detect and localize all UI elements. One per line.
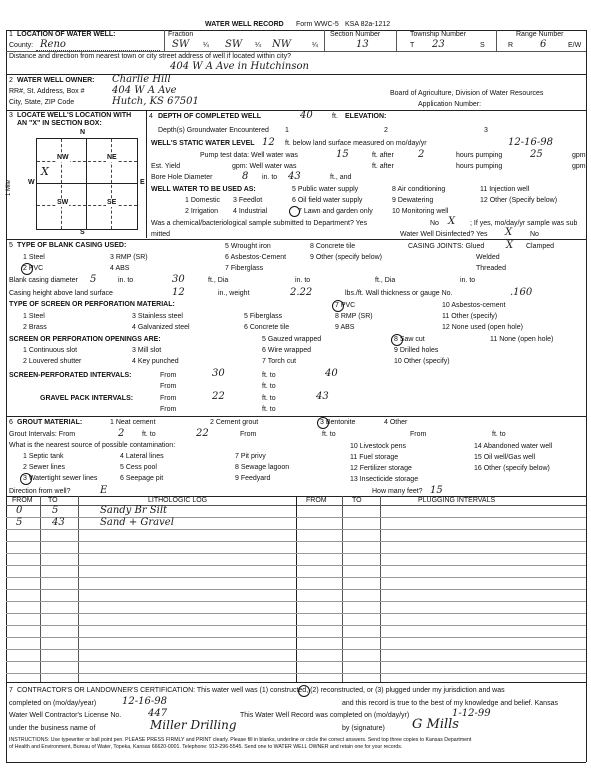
- contam-3[interactable]: 3 Watertight sewer lines: [23, 475, 98, 482]
- section-number-label: Section Number: [330, 31, 381, 38]
- contam-14[interactable]: 14 Abandoned water well: [474, 443, 553, 450]
- quad-ne: NE: [107, 154, 117, 161]
- diameter-to-value[interactable]: 30: [172, 274, 185, 285]
- grout-interval-label: Grout Intervals: From: [9, 431, 76, 438]
- casing-1[interactable]: 1 Steel: [23, 254, 45, 261]
- township-s: S: [480, 42, 485, 49]
- contam-3-circle: [20, 473, 32, 485]
- contam-label: What is the nearest source of possible contamination:: [9, 442, 176, 449]
- record-date-label: This Water Well Record was completed on (mo/day/yr): [240, 712, 410, 719]
- bore-value[interactable]: 8: [242, 171, 249, 182]
- log-row-2-desc[interactable]: Sand + Gravel: [100, 517, 174, 528]
- township-number-label: Township Number: [410, 31, 467, 38]
- threaded-label[interactable]: Threaded: [476, 265, 506, 272]
- log-row-1-desc[interactable]: Sandy Br Silt: [100, 505, 168, 516]
- screen-type-label: TYPE OF SCREEN OR PERFORATION MATERIAL:: [9, 301, 175, 308]
- disinfected-label: Water Well Disinfected? Yes: [400, 231, 488, 238]
- screen-7-circle: [332, 300, 344, 312]
- quad-se: SE: [107, 199, 117, 206]
- quarter-symbol: ¼: [312, 42, 318, 49]
- s4-num: 4: [149, 113, 153, 120]
- s2-num: 2: [9, 77, 13, 84]
- contam-15[interactable]: 15 Oil well/Gas well: [474, 454, 536, 461]
- after-label-2: ft. after: [372, 163, 394, 170]
- in-to-label-2: in. to: [118, 277, 134, 284]
- owner-value[interactable]: Charlie Hill: [112, 74, 171, 85]
- disinfected-no: No: [530, 231, 539, 238]
- signature-label: by (signature): [342, 725, 385, 732]
- fraction-q2[interactable]: SW: [225, 39, 243, 50]
- opening-4[interactable]: 4 Key punched: [132, 358, 179, 365]
- license-label: Water Well Contractor's License No.: [9, 712, 122, 719]
- gravel-to-label-2: ft. to: [262, 406, 276, 413]
- use-12[interactable]: 12 Other (Specify below): [480, 197, 558, 204]
- log-rule-line: [6, 637, 586, 638]
- opening-7[interactable]: 7 Torch cut: [262, 358, 297, 365]
- perf-label: SCREEN-PERFORATED INTERVALS:: [9, 372, 132, 379]
- business-label: under the business name of: [9, 725, 96, 732]
- completed-label: completed on (mo/day/year): [9, 700, 97, 707]
- log-rule-line: [6, 577, 586, 578]
- in-to-label-4: in. to: [460, 277, 476, 284]
- form-statute: KSA 82a-1212: [345, 21, 391, 28]
- height-label: Casing height above land surface: [9, 290, 113, 297]
- openings-label: SCREEN OR PERFORATION OPENINGS ARE:: [9, 336, 161, 343]
- howmany-value[interactable]: 15: [430, 485, 443, 496]
- perf-from-value[interactable]: 30: [212, 368, 225, 379]
- range-r: R: [508, 42, 514, 49]
- gpm-label-2: gpm: [572, 163, 586, 170]
- casing-5[interactable]: 5 Wrought iron: [225, 243, 271, 250]
- form-title: WATER WELL RECORD: [205, 21, 284, 28]
- city-label: City, State, ZIP Code: [9, 99, 75, 106]
- distance-value[interactable]: 404 W A Ave in Hutchinson: [170, 61, 309, 72]
- perf-to-label: ft. to: [262, 372, 276, 379]
- opening-10[interactable]: 10 Other (specify): [394, 358, 450, 365]
- log-rule-line: [6, 553, 586, 554]
- use-10[interactable]: 10 Monitoring well: [392, 208, 449, 215]
- s3-num: 3: [9, 112, 13, 119]
- in-to-label-3: in. to: [295, 277, 311, 284]
- contam-8[interactable]: 8 Sewage lagoon: [235, 464, 290, 471]
- contam-2[interactable]: 2 Sewer lines: [23, 464, 66, 471]
- opening-8-circle: [391, 334, 403, 346]
- contam-6[interactable]: 6 Seepage pit: [120, 475, 164, 482]
- s1-label: LOCATION OF WATER WELL:: [17, 31, 116, 38]
- chem-no-label: No: [430, 220, 439, 227]
- elevation-label: ELEVATION:: [345, 113, 387, 120]
- log-rule-line: [6, 541, 586, 542]
- constructed-circle: [298, 685, 310, 697]
- log-rule-line: [6, 529, 586, 530]
- use-2[interactable]: 2 Irrigation: [185, 208, 219, 215]
- log-row-1-to[interactable]: 5: [52, 505, 59, 516]
- compass-w: W: [28, 179, 35, 186]
- gravel-label: GRAVEL PACK INTERVALS:: [40, 395, 134, 402]
- hours-label-2: hours pumping: [456, 163, 503, 170]
- log-rule-line: [6, 625, 586, 626]
- disinfected-yes-x[interactable]: X: [505, 227, 513, 238]
- compass-s: S: [80, 229, 85, 236]
- howmany-label: How many feet?: [372, 488, 423, 495]
- instructions-line-1: INSTRUCTIONS: Use typewriter or ball point pen. PLEASE PRESS FIRMLY and PRINT clearly. Please fill in blanks, underline or circle the correct answers. Send top three copies to Kansas Department: [9, 737, 472, 743]
- opening-2[interactable]: 2 Louvered shutter: [23, 358, 82, 365]
- bore-to-value[interactable]: 43: [288, 171, 301, 182]
- screen-3[interactable]: 3 Stainless steel: [132, 313, 183, 320]
- casing-label: TYPE OF BLANK CASING USED:: [17, 242, 127, 249]
- casing-9[interactable]: 9 Other (specify below): [310, 254, 382, 261]
- gw-2: 2: [384, 127, 388, 134]
- log-rule-line: [6, 565, 586, 566]
- direction-value[interactable]: E: [100, 485, 108, 496]
- mitted-label: mitted: [151, 231, 171, 238]
- city-value[interactable]: Hutch, KS 67501: [112, 96, 199, 107]
- county-label: County:: [9, 42, 34, 49]
- use-5[interactable]: 5 Public water supply: [292, 186, 359, 193]
- use-label: WELL WATER TO BE USED AS:: [151, 186, 256, 193]
- gravel-from-label-2: From: [160, 406, 177, 413]
- weight-value[interactable]: 2.22: [290, 287, 313, 298]
- quarter-symbol: ¼: [255, 42, 261, 49]
- s1-num: 1: [9, 31, 13, 38]
- contam-13[interactable]: 13 Insecticide storage: [350, 476, 419, 483]
- fraction-q1[interactable]: SW: [172, 39, 190, 50]
- contam-9[interactable]: 9 Feedyard: [235, 475, 271, 482]
- well-x-mark[interactable]: X: [41, 165, 49, 178]
- screen-9[interactable]: 9 ABS: [335, 324, 355, 331]
- opening-1[interactable]: 1 Continuous slot: [23, 347, 78, 354]
- grout-to-value[interactable]: 22: [196, 428, 209, 439]
- contam-7[interactable]: 7 Pit privy: [235, 453, 266, 460]
- plug-from-header: FROM: [306, 497, 327, 504]
- perf-from-label: From: [160, 372, 177, 379]
- compass-n: N: [80, 129, 86, 136]
- screen-1[interactable]: 1 Steel: [23, 313, 45, 320]
- quad-sw: SW: [57, 199, 69, 206]
- dia-label: ft., Dia: [208, 277, 229, 284]
- township-value[interactable]: 23: [432, 39, 445, 50]
- certification-text-2: and this record is true to the best of my knowledge and belief. Kansas: [342, 700, 558, 707]
- signature[interactable]: G Mills: [412, 717, 459, 732]
- weight-label: in., weight: [218, 290, 250, 297]
- depth-value[interactable]: 40: [300, 110, 313, 121]
- contam-10[interactable]: 10 Livestock pens: [350, 443, 407, 450]
- section-number-value[interactable]: 13: [356, 39, 369, 50]
- plugging-header: PLUGGING INTERVALS: [418, 497, 496, 504]
- compass-e: E: [140, 179, 145, 186]
- screen-5[interactable]: 5 Fiberglass: [244, 313, 283, 320]
- log-row-1-from[interactable]: 0: [16, 505, 23, 516]
- grout-to-label: ft. to: [142, 431, 156, 438]
- completed-value[interactable]: 12-16-98: [122, 696, 167, 707]
- diameter-label: Blank casing diameter: [9, 277, 78, 284]
- bore-label: Bore Hole Diameter: [151, 174, 213, 181]
- screen-10[interactable]: 10 Asbestos-cement: [442, 302, 506, 309]
- opening-8[interactable]: 8 Saw cut: [394, 336, 425, 343]
- chem-label: Was a chemical/bacteriological sample submitted to Department? Yes: [151, 220, 368, 227]
- grout-3-circle: [317, 417, 329, 429]
- quad-nw: NW: [57, 154, 69, 161]
- opening-3[interactable]: 3 Mill slot: [132, 347, 162, 354]
- contam-12[interactable]: 12 Fertilizer storage: [350, 465, 412, 472]
- contam-4[interactable]: 4 Lateral lines: [120, 453, 164, 460]
- grout-to-label-2: ft. to: [322, 431, 336, 438]
- contam-5[interactable]: 5 Cess pool: [120, 464, 157, 471]
- screen-6[interactable]: 6 Concrete tile: [244, 324, 290, 331]
- locate-label-a: LOCATE WELL'S LOCATION WITH: [17, 112, 132, 119]
- owner-label: WATER WELL OWNER:: [17, 77, 95, 84]
- casing-2-circle: [21, 263, 33, 275]
- plug-to-header: TO: [352, 497, 362, 504]
- township-t: T: [410, 42, 415, 49]
- grout-to-label-3: ft. to: [492, 431, 506, 438]
- log-rule-line: [6, 613, 586, 614]
- form-id: Form WWC-5: [296, 21, 339, 28]
- chem-no-x[interactable]: X: [448, 216, 456, 227]
- casing-3[interactable]: 3 RMP (SR): [110, 254, 148, 261]
- height-value[interactable]: 12: [172, 287, 185, 298]
- grout-4[interactable]: 4 Other: [384, 419, 408, 426]
- screen-12[interactable]: 12 None used (open hole): [442, 324, 523, 331]
- gauge-value[interactable]: .160: [510, 287, 533, 298]
- casing-8[interactable]: 8 Concrete tile: [310, 243, 356, 250]
- fraction-label: Fraction: [168, 31, 194, 38]
- grout-label: GROUT MATERIAL:: [17, 419, 83, 426]
- log-rule-line: [6, 673, 586, 674]
- range-value[interactable]: 6: [540, 39, 547, 50]
- quarter-symbol: ¼: [203, 42, 209, 49]
- application-number-label: Application Number:: [418, 101, 482, 108]
- screen-8[interactable]: 8 RMP (SR): [335, 313, 373, 320]
- clamped-label[interactable]: Clamped: [526, 243, 555, 250]
- static-label: WELL'S STATIC WATER LEVEL: [151, 140, 255, 147]
- perf-to-label-2: ft. to: [262, 383, 276, 390]
- log-rule-line: [6, 661, 586, 662]
- distance-label: Distance and direction from nearest town or city street address of well if located within city?: [9, 53, 292, 60]
- casing-6[interactable]: 6 Asbestos-Cement: [225, 254, 287, 261]
- s5-num: 5: [9, 242, 13, 249]
- contam-1[interactable]: 1 Septic tank: [23, 453, 64, 460]
- pump-hours[interactable]: 2: [418, 149, 425, 160]
- ft-and-label: ft., and: [330, 174, 352, 181]
- joints-label: CASING JOINTS: Glued: [408, 243, 485, 250]
- pump-label: Pump test data: Well water was: [200, 152, 298, 159]
- use-4[interactable]: 4 Industrial: [233, 208, 268, 215]
- casing-2[interactable]: 2 PVC: [23, 265, 44, 272]
- range-number-label: Range Number: [516, 31, 564, 38]
- log-to-header: TO: [48, 497, 58, 504]
- log-rule-line: [6, 517, 586, 518]
- s6-num: 6: [9, 419, 13, 426]
- screen-4[interactable]: 4 Galvanized steel: [132, 324, 190, 331]
- grout-2[interactable]: 2 Cement grout: [210, 419, 259, 426]
- direction-label: Direction from well?: [9, 488, 71, 495]
- lithologic-header: LITHOLOGIC LOG: [148, 497, 208, 504]
- opening-5[interactable]: 5 Gauzed wrapped: [262, 336, 322, 343]
- grout-3[interactable]: 3 Bentonite: [320, 419, 356, 426]
- locate-label-b: AN "X" IN SECTION BOX:: [17, 120, 102, 127]
- gw-1: 1: [285, 127, 289, 134]
- static-date[interactable]: 12-16-98: [508, 137, 553, 148]
- welded-label[interactable]: Welded: [476, 254, 500, 261]
- use-1[interactable]: 1 Domestic: [185, 197, 221, 204]
- hours-label: hours pumping: [456, 152, 503, 159]
- screen-11[interactable]: 11 Other (specify): [442, 313, 498, 320]
- address-label: RR#, St. Address, Box #: [9, 88, 85, 95]
- board-label: Board of Agriculture, Division of Water Resources: [390, 90, 544, 97]
- use-6[interactable]: 6 Oil field water supply: [292, 197, 363, 204]
- log-row-2-from[interactable]: 5: [16, 517, 23, 528]
- casing-4[interactable]: 4 ABS: [110, 265, 130, 272]
- fraction-q3[interactable]: NW: [272, 39, 292, 50]
- groundwater-label: Depth(s) Groundwater Encountered: [158, 127, 269, 134]
- gravel-from-value[interactable]: 22: [212, 391, 225, 402]
- address-value[interactable]: 404 W A Ave: [112, 85, 177, 96]
- est-yield-label: Est. Yield: [151, 163, 181, 170]
- in-to-label: in. to: [262, 174, 278, 181]
- glued-x[interactable]: X: [506, 240, 514, 251]
- grout-from-value[interactable]: 2: [118, 428, 125, 439]
- gravel-to-value[interactable]: 43: [316, 391, 329, 402]
- perf-to-value[interactable]: 40: [325, 368, 338, 379]
- gravel-to-label: ft. to: [262, 395, 276, 402]
- log-rule-line: [6, 589, 586, 590]
- pump-gpm[interactable]: 25: [530, 149, 543, 160]
- static-rest: ft. below land surface measured on mo/day/yr: [285, 140, 427, 147]
- static-value[interactable]: 12: [262, 137, 275, 148]
- gw-3: 3: [484, 127, 488, 134]
- opening-6[interactable]: 6 Wire wrapped: [262, 347, 312, 354]
- opening-9[interactable]: 9 Drilled holes: [394, 347, 439, 354]
- log-rule-line: [6, 601, 586, 602]
- log-row-2-to[interactable]: 43: [52, 517, 65, 528]
- screen-2[interactable]: 2 Brass: [23, 324, 47, 331]
- contam-11[interactable]: 11 Fuel storage: [350, 454, 399, 461]
- instructions-line-2: of Health and Environment, Bureau of Water, Topeka, Kansas 66620-0001. Telephone: 913-296-5545. Send one to WATER WELL OWNER and retain one for your records.: [9, 744, 403, 750]
- use-8[interactable]: 8 Air conditioning: [392, 186, 446, 193]
- contam-16[interactable]: 16 Other (specify below): [474, 465, 550, 472]
- grout-from-label-3: From: [410, 431, 427, 438]
- license-value[interactable]: 447: [148, 708, 168, 719]
- pump-ft[interactable]: 15: [336, 149, 349, 160]
- chem-tail: ; If yes, mo/day/yr sample was sub: [470, 220, 578, 227]
- lbs-label: lbs./ft. Wall thickness or gauge No.: [345, 290, 453, 297]
- gravel-from-label: From: [160, 395, 177, 402]
- use-9[interactable]: 9 Dewatering: [392, 197, 434, 204]
- section-box[interactable]: [36, 138, 138, 230]
- diameter-value[interactable]: 5: [90, 274, 97, 285]
- business-value[interactable]: Miller Drilling: [150, 718, 237, 732]
- screen-7[interactable]: 7 PVC: [335, 302, 356, 309]
- use-7-circle: [289, 206, 300, 217]
- ft-unit: ft.: [332, 113, 338, 120]
- use-11[interactable]: 11 Injection well: [480, 186, 530, 193]
- range-ew: E/W: [568, 42, 582, 49]
- gpm-label: gpm: [572, 152, 586, 159]
- perf-from-label-2: From: [160, 383, 177, 390]
- county-value[interactable]: Reno: [40, 39, 66, 50]
- s7-num: 7: [9, 687, 13, 694]
- certification-text: CONTRACTOR'S OR LANDOWNER'S CERTIFICATION: This water well was (1) constructed, (2) reconstructed, or (3) plugged under my jurisdiction and was: [17, 687, 505, 694]
- after-label: ft. after: [372, 152, 394, 159]
- use-3[interactable]: 3 Feedlot: [233, 197, 263, 204]
- log-rule-line: [6, 649, 586, 650]
- log-from-header: FROM: [12, 497, 33, 504]
- grout-from-label-2: From: [240, 431, 257, 438]
- mile-label: 1 Mile: [6, 179, 12, 196]
- casing-7[interactable]: 7 Fiberglass: [225, 265, 264, 272]
- record-date-value[interactable]: 1-12-99: [452, 708, 491, 719]
- use-7[interactable]: 7 Lawn and garden only: [298, 208, 373, 215]
- est-yield-rest: gpm: Well water was: [232, 163, 297, 170]
- grout-1[interactable]: 1 Neat cement: [110, 419, 156, 426]
- opening-11[interactable]: 11 None (open hole): [490, 336, 554, 343]
- depth-label: DEPTH OF COMPLETED WELL: [158, 113, 262, 120]
- dia-label-2: ft., Dia: [375, 277, 396, 284]
